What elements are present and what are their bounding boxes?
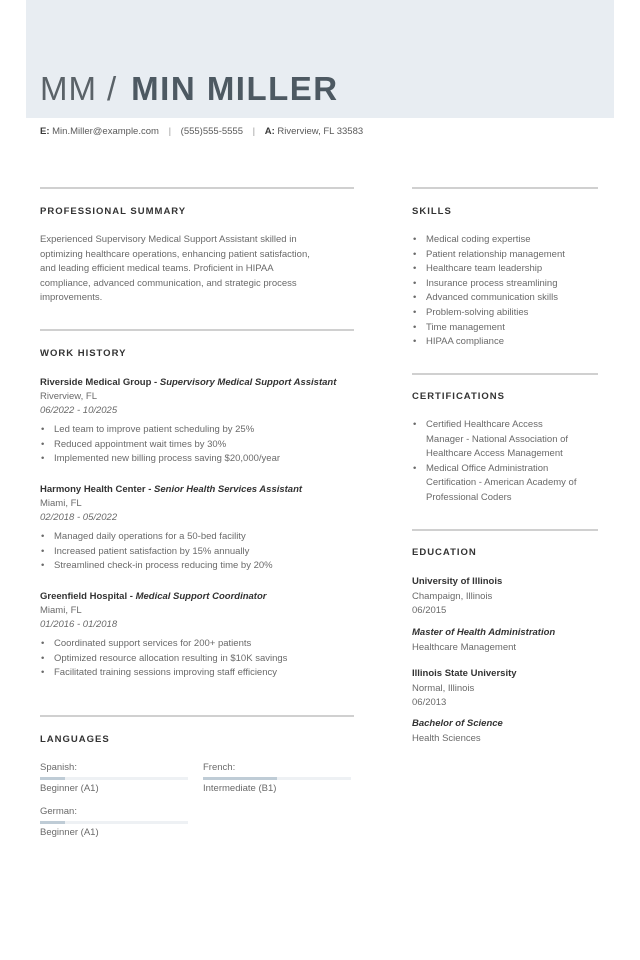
school-location: Champaign, Illinois [412,590,493,602]
job-entry [40,376,360,467]
certification-line: Certification - American Academy of [426,477,577,489]
job-bullet: • Increased patient satisfaction by 15% annually [40,545,360,560]
resume-header [26,0,614,118]
full-name: MIN MILLER [131,70,339,107]
job-dates: 06/2022 - 10/2025 [40,405,118,416]
job-location: Miami, FL [40,498,82,509]
email-label: E: [40,126,50,137]
language-name: German: [40,806,77,817]
language-item [203,762,351,794]
job-bullet: • Coordinated support services for 200+ patients [40,637,360,652]
monogram: MM [40,70,97,107]
job-bullet: • Facilitated training sessions improving staff efficiency [40,666,360,681]
job-bullet: • Managed daily operations for a 50-bed facility [40,530,360,545]
job-dates: 02/2018 - 05/2022 [40,512,118,523]
degree-field: Health Sciences [412,732,481,744]
section-divider [412,187,598,189]
certification-line: • Certified Healthcare Access [426,419,543,430]
language-level: Beginner (A1) [40,783,99,794]
contact-divider: | [168,126,172,137]
summary-line: Experienced Supervisory Medical Support Assistant skilled in [40,234,297,245]
job-entry [40,590,360,681]
graduation-date: 06/2015 [412,605,447,617]
job-bullet: • Optimized resource allocation resulting in $10K savings [40,652,360,667]
job-role: Senior Health Services Assistant [154,484,303,495]
education-entry [412,667,612,711]
language-item [40,806,188,838]
email-value: Min.Miller@example.com [52,126,159,137]
job-title: Greenfield Hospital - Medical Support Coordinator [40,591,267,602]
skill-item: • Time management [412,321,612,336]
contact-divider: | [252,126,256,137]
summary-text [40,233,360,306]
skills-heading: SKILLS [412,206,452,217]
skill-item: • Advanced communication skills [412,291,612,306]
certifications-heading: CERTIFICATIONS [412,391,505,402]
certification-line: Professional Coders [426,491,512,503]
name-separator: / [106,70,118,107]
job-bullets [40,530,360,574]
education-entry [412,717,612,746]
section-divider [40,329,354,331]
degree-name: Bachelor of Science [412,718,503,729]
degree-name: Master of Health Administration [412,627,556,638]
certification-line: Manager - National Association of [426,433,569,445]
school-name: University of Illinois [412,576,503,587]
job-bullet: • Led team to improve patient scheduling by 25% [40,423,360,438]
job-bullet: • Implemented new billing process saving $20,000/year [40,452,360,467]
skills-list [412,233,612,350]
job-bullets [40,637,360,681]
school-location: Normal, Illinois [412,682,475,694]
degree-field: Healthcare Management [412,641,517,653]
skill-item: • Medical coding expertise [412,233,612,248]
language-level-bar [40,821,188,824]
language-level-fill [40,777,65,780]
address-label: A: [264,126,275,137]
language-item [40,762,188,794]
language-level: Beginner (A1) [40,827,99,838]
language-level-fill [203,777,277,780]
school-name: Illinois State University [412,668,517,679]
education-entry [412,575,612,619]
certification-line: • Medical Office Administration [426,462,549,474]
languages-heading: LANGUAGES [40,734,110,745]
section-divider [40,187,354,189]
job-company: Greenfield Hospital [40,591,128,602]
contact-line [40,126,363,137]
job-company: Riverside Medical Group [40,377,152,388]
job-bullet: • Streamlined check-in process reducing time by 20% [40,559,360,574]
name-banner [40,70,339,108]
job-role: Medical Support Coordinator [135,591,267,602]
education-heading: EDUCATION [412,547,477,558]
job-title: Harmony Health Center - Senior Health Services Assistant [40,484,303,495]
address-value: Riverview, FL 33583 [277,126,364,137]
summary-line: and leading efficient medical teams. Proficient in HIPAA [40,263,274,275]
job-title: Riverside Medical Group - Supervisory Medical Support Assistant [40,377,337,388]
certification-item [412,462,612,506]
job-dates: 01/2016 - 01/2018 [40,619,118,630]
summary-line: compliance, advanced communication, and strategic process [40,277,297,289]
skill-item: • Insurance process streamlining [412,277,612,292]
job-bullet: • Reduced appointment wait times by 30% [40,438,360,453]
job-role: Supervisory Medical Support Assistant [159,377,337,388]
job-location: Riverview, FL [40,391,98,402]
certification-item [412,418,612,462]
graduation-date: 06/2013 [412,697,447,709]
language-level-fill [40,821,65,824]
summary-line: optimizing healthcare operations, enhancing patient satisfaction, [40,248,310,260]
section-divider [412,529,598,531]
language-level: Intermediate (B1) [203,783,277,794]
education-entry [412,626,612,655]
language-name: Spanish: [40,762,77,773]
job-entry [40,483,360,574]
section-divider [412,373,598,375]
summary-line: improvements. [40,292,103,304]
skill-item: • Problem-solving abilities [412,306,612,321]
language-level-bar [203,777,351,780]
skill-item: • HIPAA compliance [412,335,612,350]
summary-heading: PROFESSIONAL SUMMARY [40,206,187,217]
job-company: Harmony Health Center [40,484,146,495]
phone-value: (555)555-5555 [180,126,243,137]
language-name: French: [203,762,236,773]
certification-line: Healthcare Access Management [426,448,563,460]
skill-item: • Healthcare team leadership [412,262,612,277]
job-bullets [40,423,360,467]
work-history-heading: WORK HISTORY [40,348,127,359]
language-level-bar [40,777,188,780]
skill-item: • Patient relationship management [412,248,612,263]
job-location: Miami, FL [40,605,82,616]
section-divider [40,715,354,717]
certifications-list [412,418,612,506]
